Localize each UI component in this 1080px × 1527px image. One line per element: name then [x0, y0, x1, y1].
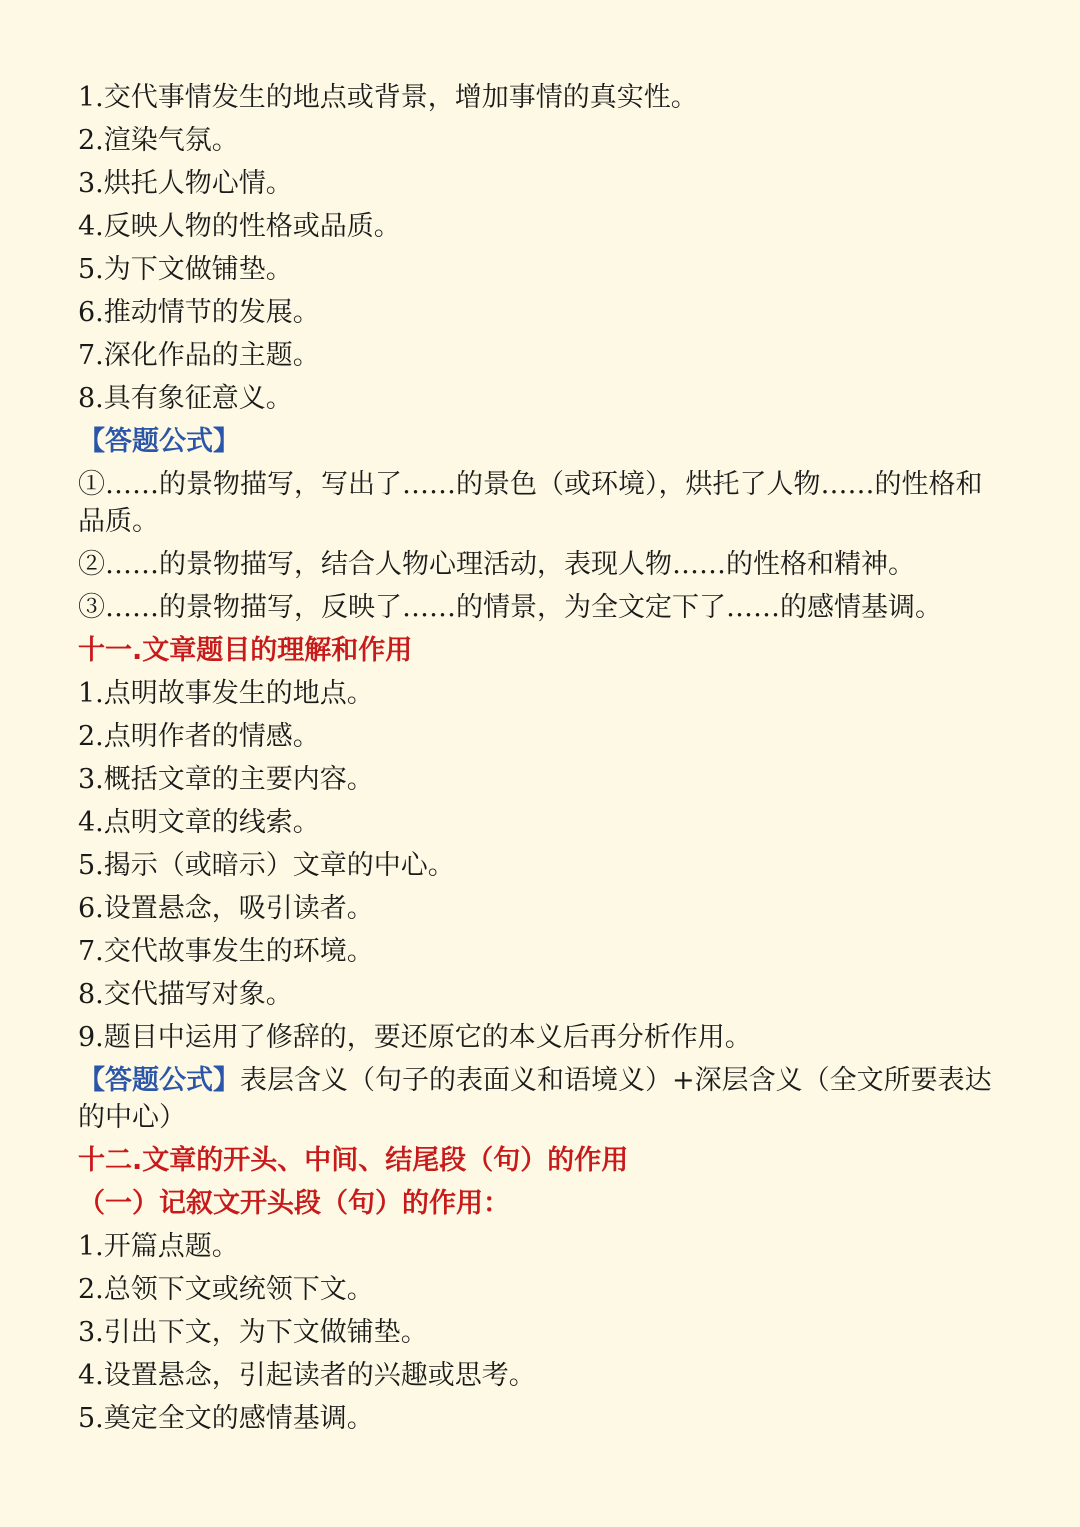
- section10-formulas: [78, 466, 1008, 629]
- formula-text: 表层含义（句子的表面义和语境义）+深层含义（全文所要表达的中心）: [78, 1065, 992, 1133]
- list-item: 8.具有象征意义。: [78, 383, 293, 414]
- list-item: 5.为下文做铺垫。: [78, 254, 293, 285]
- formula-item: ③……的景物描写，反映了……的情景，为全文定下了……的感情基调。: [78, 592, 942, 623]
- list-item: 3.引出下文，为下文做铺垫。: [78, 1317, 428, 1348]
- document-page: [78, 76, 1008, 1440]
- list-item: 1.点明故事发生的地点。: [78, 678, 374, 709]
- section12-subtitle: （一）记叙文开头段（句）的作用：: [78, 1188, 510, 1219]
- section11-title: 十一.文章题目的理解和作用: [78, 635, 413, 666]
- list-item: 4.设置悬念，引起读者的兴趣或思考。: [78, 1360, 536, 1391]
- list-item: 1.开篇点题。: [78, 1231, 239, 1262]
- list-item: 4.反映人物的性格或品质。: [78, 211, 401, 242]
- list-item: 3.概括文章的主要内容。: [78, 764, 374, 795]
- section10-list: [78, 76, 1008, 420]
- list-item: 2.点明作者的情感。: [78, 721, 320, 752]
- list-item: 2.总领下文或统领下文。: [78, 1274, 374, 1305]
- list-item: 7.深化作品的主题。: [78, 340, 320, 371]
- list-item: 5.奠定全文的感情基调。: [78, 1403, 374, 1434]
- formula-label: 【答题公式】: [78, 1065, 240, 1096]
- list-item: 4.点明文章的线索。: [78, 807, 320, 838]
- list-item: 8.交代描写对象。: [78, 979, 293, 1010]
- section12-title: 十二.文章的开头、中间、结尾段（句）的作用: [78, 1145, 629, 1176]
- list-item: 6.设置悬念，吸引读者。: [78, 893, 374, 924]
- section12-list: [78, 1225, 1008, 1440]
- list-item: 5.揭示（或暗示）文章的中心。: [78, 850, 455, 881]
- list-item: 1.交代事情发生的地点或背景，增加事情的真实性。: [78, 82, 698, 113]
- section11-list: [78, 672, 1008, 1059]
- list-item: 6.推动情节的发展。: [78, 297, 320, 328]
- list-item: 3.烘托人物心情。: [78, 168, 293, 199]
- list-item: 9.题目中运用了修辞的，要还原它的本义后再分析作用。: [78, 1022, 752, 1053]
- section11-formula: [78, 1062, 1008, 1136]
- list-item: 2.渲染气氛。: [78, 125, 239, 156]
- formula-item: ②……的景物描写，结合人物心理活动，表现人物……的性格和精神。: [78, 549, 915, 580]
- formula-item: ①……的景物描写，写出了……的景色（或环境），烘托了人物……的性格和品质。: [78, 469, 983, 537]
- list-item: 7.交代故事发生的环境。: [78, 936, 374, 967]
- formula-label: 【答题公式】: [78, 426, 240, 457]
